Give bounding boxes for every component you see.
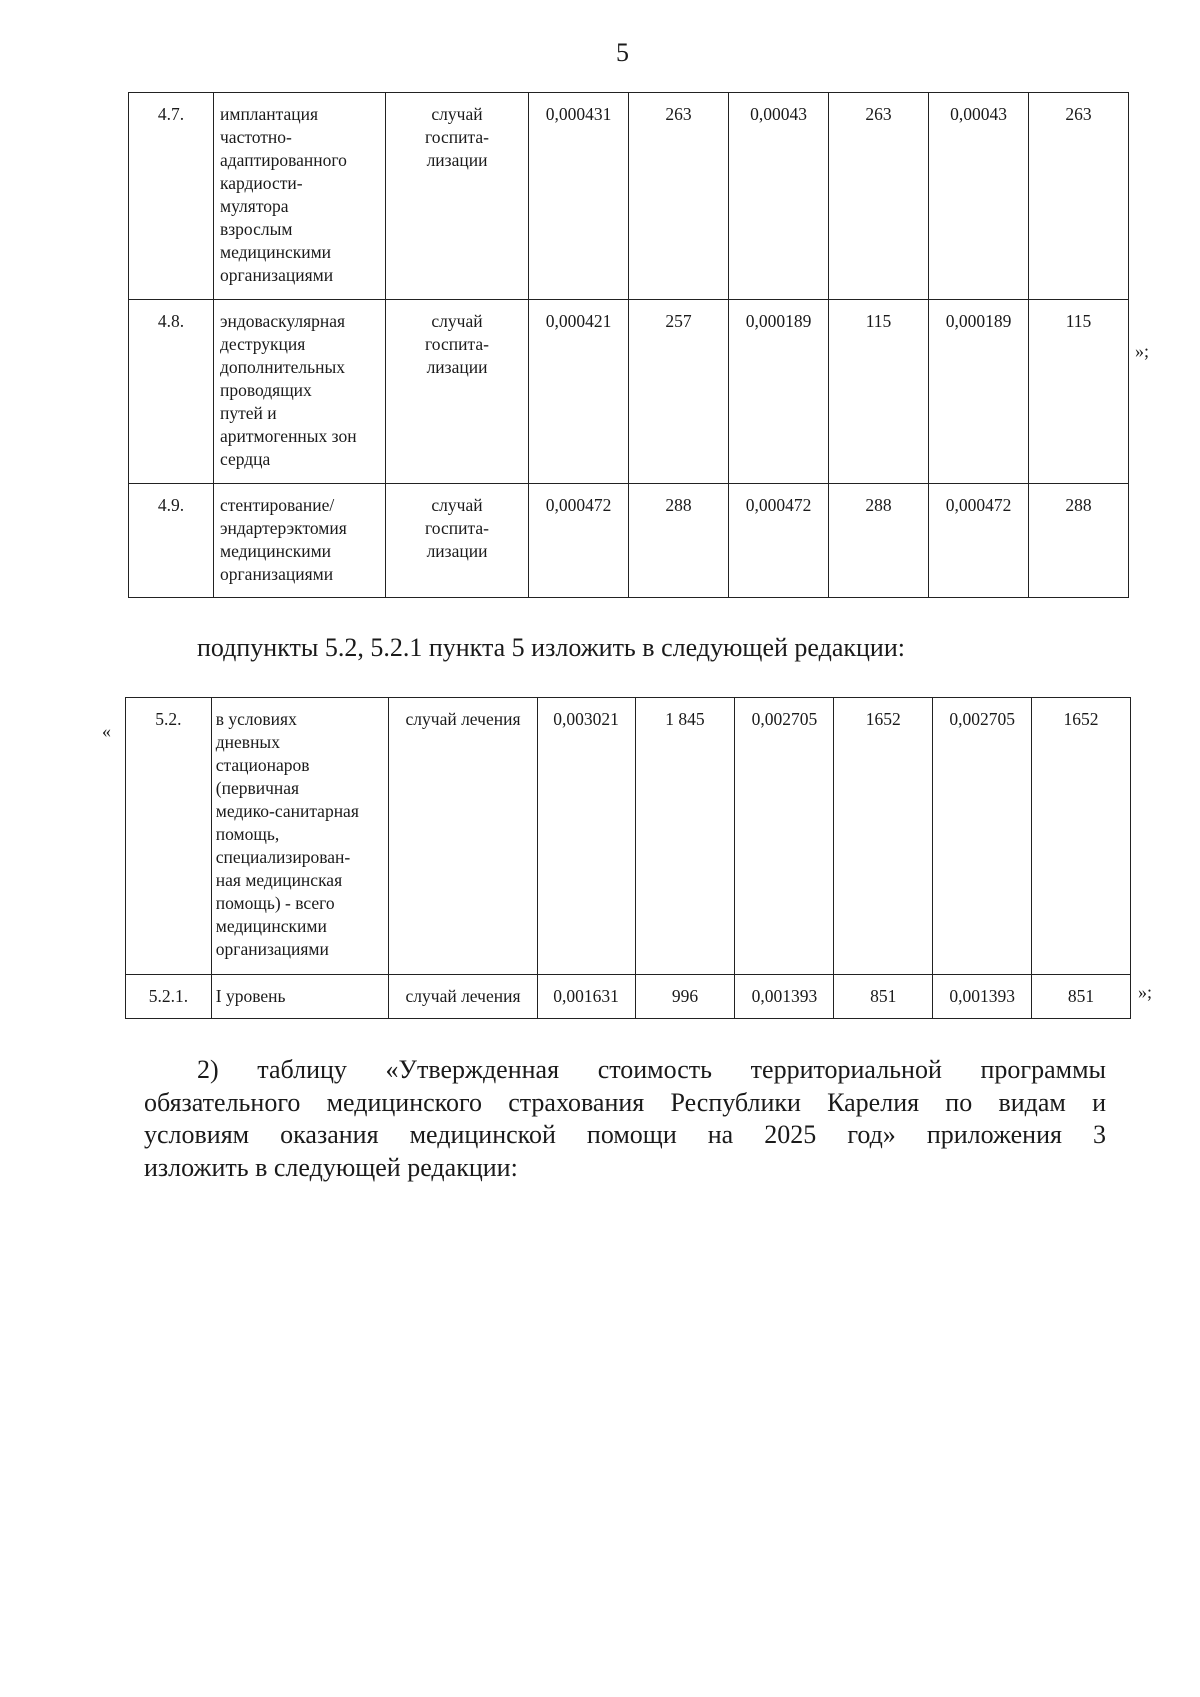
paragraph-line: условиям оказания медицинской помощи на 2025 год» приложения 3 [144, 1120, 1106, 1149]
cell-unit [386, 484, 529, 598]
cell-unit [389, 975, 537, 1019]
cell-value: 851 [1032, 975, 1131, 1019]
cell-value: 1 845 [635, 698, 735, 975]
cell-text-line: деструкция [220, 334, 306, 354]
cell-value: 1652 [834, 698, 933, 975]
subheading-amendment: подпункты 5.2, 5.2.1 пункта 5 изложить в следующей редакции: [197, 633, 905, 662]
paragraph-line: изложить в следующей редакции: [144, 1152, 518, 1182]
cell-text-line: медицинскими [220, 541, 332, 561]
cell-item-number: 5.2.1. [126, 975, 212, 1019]
cell-service-name [214, 93, 386, 300]
cell-text-line: сердца [220, 449, 271, 469]
cell-text-line: помощь, [215, 824, 280, 844]
cell-text-line: частотно- [220, 127, 292, 147]
cell-text-line: случай лечения [405, 986, 521, 1006]
cell-item-number: 4.7. [129, 93, 214, 300]
closing-quote-table2: »; [1138, 982, 1153, 1002]
cell-value: 1652 [1032, 698, 1131, 975]
cell-text-line: госпита- [425, 334, 489, 354]
cell-value: 0,000472 [729, 484, 829, 598]
closing-quote-table1: »; [1135, 341, 1150, 361]
cell-value: 288 [629, 484, 729, 598]
table-row [129, 93, 1129, 300]
cell-value: 288 [1029, 484, 1129, 598]
cell-text-line: госпита- [425, 127, 489, 147]
cell-value: 996 [635, 975, 735, 1019]
table-row [129, 484, 1129, 598]
cell-text-line: стационаров [215, 755, 310, 775]
cell-item-number: 4.9. [129, 484, 214, 598]
cell-text-line: взрослым [220, 219, 293, 239]
cell-text-line: помощь) - всего [215, 893, 335, 913]
cell-text-line: имплантация [220, 104, 319, 124]
table-day-hospital-rates [125, 697, 1131, 1019]
cell-value: 851 [834, 975, 933, 1019]
cell-text-line: (первичная [215, 778, 300, 798]
cell-text-line: мулятора [220, 196, 289, 216]
cell-text-line: случай [431, 104, 483, 124]
cell-value: 0,000189 [929, 300, 1029, 484]
cell-value: 0,00043 [729, 93, 829, 300]
cell-text-line: эндартерэктомия [220, 518, 347, 538]
cell-value: 0,001393 [735, 975, 834, 1019]
cell-text-line: стентирование/ [220, 495, 335, 515]
cell-value: 257 [629, 300, 729, 484]
cell-value: 0,000189 [729, 300, 829, 484]
cell-text-line: медицинскими [215, 916, 327, 936]
cell-value: 115 [829, 300, 929, 484]
cell-text-line: случай [431, 311, 483, 331]
cell-text-line: лизации [426, 150, 488, 170]
cell-text-line: дневных [215, 732, 280, 752]
page-number: 5 [616, 38, 629, 67]
cell-text-line: ная медицинская [215, 870, 343, 890]
cell-text-line: дополнительных [220, 357, 346, 377]
cell-value: 0,001393 [933, 975, 1032, 1019]
cell-text-line: адаптированного [220, 150, 347, 170]
cell-value: 288 [829, 484, 929, 598]
cell-item-number: 5.2. [126, 698, 212, 975]
cell-text-line: госпита- [425, 518, 489, 538]
cell-value: 0,000421 [529, 300, 629, 484]
cell-unit [386, 93, 529, 300]
cell-value: 0,00043 [929, 93, 1029, 300]
cell-service-name [211, 698, 389, 975]
cell-text-line: медико-санитарная [215, 801, 359, 821]
cell-text-line: в условиях [215, 709, 297, 729]
table-hospitalization-rates [128, 92, 1129, 598]
cell-unit [386, 300, 529, 484]
cell-text-line: случай лечения [405, 709, 521, 729]
paragraph-line: обязательного медицинского страхования Республики Карелия по видам и [144, 1087, 1106, 1117]
cell-text-line: медицинскими [220, 242, 332, 262]
cell-value: 263 [629, 93, 729, 300]
cell-item-number: 4.8. [129, 300, 214, 484]
opening-quote-table2: « [102, 721, 111, 741]
cell-text-line: путей и [220, 403, 277, 423]
paragraph-item-2 [144, 1054, 1106, 1184]
cell-text-line: кардиости- [220, 173, 303, 193]
cell-unit [389, 698, 537, 975]
cell-value: 0,000472 [529, 484, 629, 598]
cell-value: 0,000431 [529, 93, 629, 300]
cell-value: 0,003021 [537, 698, 635, 975]
table-row [126, 698, 1131, 975]
cell-value: 0,002705 [933, 698, 1032, 975]
cell-text-line: аритмогенных зон [220, 426, 357, 446]
cell-text-line: случай [431, 495, 483, 515]
cell-text-line: лизации [426, 541, 488, 561]
cell-text-line: проводящих [220, 380, 312, 400]
cell-text-line: организациями [220, 265, 334, 285]
cell-value: 115 [1029, 300, 1129, 484]
cell-service-name [214, 300, 386, 484]
paragraph-line: 2) таблицу «Утвержденная стоимость территориальной программы [197, 1055, 1106, 1084]
cell-text-line: специализирован- [215, 847, 351, 867]
cell-value: 0,001631 [537, 975, 635, 1019]
cell-service-name [214, 484, 386, 598]
cell-text-line: организациями [220, 564, 334, 584]
cell-text-line: I уровень [215, 986, 286, 1006]
cell-text-line: лизации [426, 357, 488, 377]
table-row [129, 300, 1129, 484]
cell-value: 0,000472 [929, 484, 1029, 598]
cell-text-line: эндоваскулярная [220, 311, 346, 331]
cell-value: 263 [1029, 93, 1129, 300]
cell-value: 0,002705 [735, 698, 834, 975]
cell-value: 263 [829, 93, 929, 300]
cell-text-line: организациями [215, 939, 329, 959]
cell-service-name [211, 975, 389, 1019]
table-row [126, 975, 1131, 1019]
